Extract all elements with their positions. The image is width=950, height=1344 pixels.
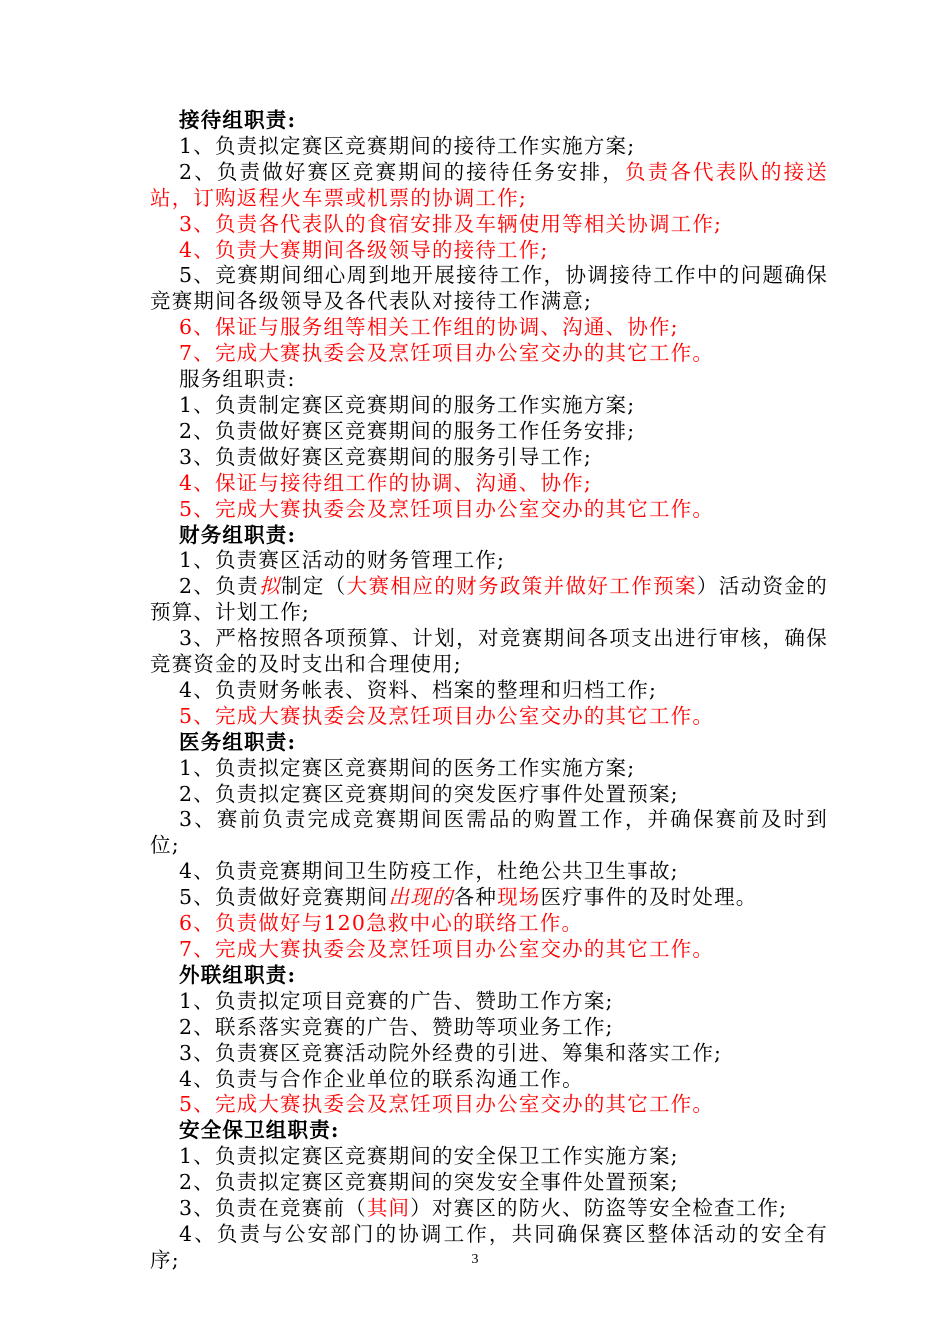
text-run: 1、负责拟定项目竞赛的广告、赞助工作方案;: [179, 988, 614, 1013]
paragraph: [150, 1041, 828, 1067]
section-heading: [150, 730, 828, 756]
text-run: 出现的: [388, 885, 454, 910]
text-run: 1、负责拟定赛区竞赛期间的医务工作实施方案;: [179, 755, 636, 780]
paragraph: [150, 212, 828, 238]
text-run: 1、负责拟定赛区竞赛期间的接待工作实施方案;: [179, 133, 636, 158]
text-run: 外联组职责:: [179, 962, 297, 987]
text-run: 3、负责做好赛区竞赛期间的服务引导工作;: [179, 444, 592, 469]
section-heading: [150, 1118, 828, 1144]
text-run: 2、负责拟定赛区竞赛期间的突发安全事件处置预案;: [179, 1170, 679, 1195]
text-run: 医务组职责:: [179, 729, 297, 754]
paragraph: [150, 704, 828, 730]
text-run: 5、完成大赛执委会及烹饪项目办公室交办的其它工作。: [179, 1092, 715, 1117]
section-heading: [150, 523, 828, 549]
text-run: ）活动资金的预算、计划工作;: [150, 574, 828, 625]
text-run: 4、负责竞赛期间卫生防疫工作，杜绝公共卫生事故;: [179, 859, 679, 884]
text-run: 5、完成大赛执委会及烹饪项目办公室交办的其它工作。: [179, 496, 715, 521]
text-run: 1、负责赛区活动的财务管理工作;: [179, 548, 506, 573]
paragraph: [150, 1067, 828, 1093]
paragraph: [150, 497, 828, 523]
text-run: 1、负责拟定赛区竞赛期间的安全保卫工作实施方案;: [179, 1144, 679, 1169]
paragraph: [150, 1015, 828, 1041]
text-run: 4、负责财务帐表、资料、档案的整理和归档工作;: [179, 677, 658, 702]
text-run: 5、负责做好竞赛期间: [179, 885, 389, 910]
text-run: 7、完成大赛执委会及烹饪项目办公室交办的其它工作。: [179, 937, 715, 961]
paragraph: [150, 1196, 828, 1222]
text-run: 4、保证与接待组工作的协调、沟通、协作;: [179, 470, 592, 495]
paragraph: [150, 1144, 828, 1170]
text-run: 负责各代表队的接送站，订购返程火车票或机票的协调工作;: [150, 159, 828, 210]
paragraph: [150, 574, 828, 626]
paragraph: [150, 263, 828, 315]
text-run: 5、竞赛期间细心周到地开展接待工作，协调接待工作中的问题确保竞赛期间各级领导及各代表队对接待工作满意;: [150, 263, 828, 314]
paragraph: [150, 989, 828, 1015]
text-run: 3、负责各代表队的食宿安排及车辆使用等相关协调工作;: [179, 211, 723, 236]
text-run: 6、保证与服务组等相关工作组的协调、沟通、协作;: [179, 315, 679, 340]
paragraph: [150, 134, 828, 160]
text-run: 财务组职责:: [179, 522, 297, 547]
text-run: 4、负责与合作企业单位的联系沟通工作。: [179, 1066, 584, 1091]
text-run: 服务组职责:: [179, 367, 296, 392]
paragraph: [150, 885, 828, 911]
paragraph: [150, 315, 828, 341]
paragraph: [150, 238, 828, 264]
text-run: 2、负责做好赛区竞赛期间的接待任务安排，: [179, 159, 625, 184]
paragraph: [150, 471, 828, 497]
text-run: 2、负责做好赛区竞赛期间的服务工作任务安排;: [179, 418, 636, 443]
text-run: 2、负责拟定赛区竞赛期间的突发医疗事件处置预案;: [179, 781, 679, 806]
text-run: 1、负责制定赛区竞赛期间的服务工作实施方案;: [179, 392, 636, 417]
text-run: 其间: [366, 1196, 411, 1221]
text-run: 5、完成大赛执委会及烹饪项目办公室交办的其它工作。: [179, 703, 715, 728]
paragraph: [150, 419, 828, 445]
paragraph: [150, 626, 828, 678]
section-heading: [150, 963, 828, 989]
text-run: 拟: [259, 574, 281, 599]
paragraph: [150, 1092, 828, 1118]
text-run: 7、完成大赛执委会及烹饪项目办公室交办的其它工作。: [179, 341, 715, 366]
text-run: 3、负责在竞赛前（: [179, 1196, 367, 1221]
text-run: 4、负责与公安部门的协调工作，共同确保赛区整体活动的安全有序;: [150, 1221, 828, 1272]
paragraph: [150, 393, 828, 419]
text-run: 现场: [497, 885, 541, 910]
paragraph: [150, 1170, 828, 1196]
text-run: 6、负责做好与120急救中心的联络工作。: [179, 911, 584, 936]
paragraph: [150, 445, 828, 471]
text-run: 各种: [453, 885, 498, 910]
section-heading: [150, 108, 828, 134]
text-run: 接待组职责:: [179, 108, 297, 132]
paragraph: [150, 756, 828, 782]
text-run: 制定（: [280, 574, 347, 599]
text-run: ）对赛区的防火、防盗等安全检查工作;: [410, 1196, 788, 1221]
text-run: 大赛相应的财务政策并做好工作预案: [346, 574, 697, 599]
paragraph: [150, 160, 828, 212]
text-run: 4、负责大赛期间各级领导的接待工作;: [179, 237, 549, 262]
text-run: 3、负责赛区竞赛活动院外经费的引进、筹集和落实工作;: [179, 1040, 723, 1065]
paragraph: [150, 937, 828, 963]
paragraph: [150, 782, 828, 808]
text-run: 2、负责: [179, 574, 260, 599]
text-run: 3、赛前负责完成竞赛期间医需品的购置工作，并确保赛前及时到位;: [150, 807, 828, 858]
paragraph: [150, 807, 828, 859]
text-run: 安全保卫组职责:: [179, 1118, 340, 1143]
page-number: 3: [471, 1252, 479, 1267]
text-run: 医疗事件的及时处理。: [540, 885, 758, 910]
paragraph: [150, 367, 828, 393]
text-run: 2、联系落实竞赛的广告、赞助等项业务工作;: [179, 1014, 614, 1039]
paragraph: [150, 678, 828, 704]
paragraph: [150, 859, 828, 885]
text-run: 3、严格按照各项预算、计划，对竞赛期间各项支出进行审核，确保竞赛资金的及时支出和合理使用;: [150, 626, 828, 677]
document-body: [150, 108, 828, 1274]
paragraph: [150, 911, 828, 937]
paragraph: [150, 548, 828, 574]
paragraph: [150, 341, 828, 367]
